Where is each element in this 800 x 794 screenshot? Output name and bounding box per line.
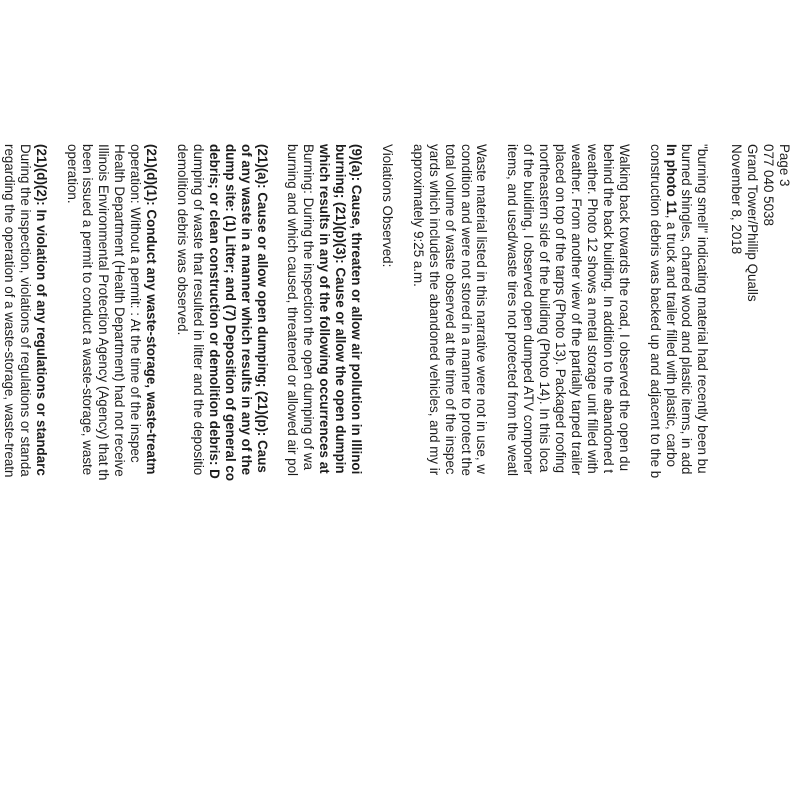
text-fragment: , a truck and trailer filled with plastic, carbo	[663, 214, 679, 467]
text-line: items, and used/waste tires not protected from the weatl	[505, 144, 521, 476]
text-line: "burning smell" indicating material had recently been bu	[695, 144, 711, 474]
text-line: construction debris was backed up and adjacent to the b	[647, 144, 663, 479]
text-line: operation.	[64, 144, 80, 204]
text-line: behind the back building. In addition to the abandoned t	[600, 144, 616, 474]
text-line: Walking back towards the road, I observed the open du	[616, 144, 632, 472]
page-number: Page 3	[777, 144, 792, 187]
text-line: placed on top of the tarps (Photo 13). Packaged roofing	[553, 144, 569, 474]
text-line: which results in any of the following occurrences at	[317, 144, 333, 474]
text-line: Burning: During the inspection the open dumping of wa	[301, 144, 317, 471]
text-line: total volume of waste observed at the time of the inspec	[442, 144, 458, 475]
text-line: debris; or clean construction or demolition debris: D	[206, 144, 222, 479]
text-line: northeastern side of the building (Photo 14). In this loca	[537, 144, 553, 473]
narrative-paragraph-1	[647, 144, 711, 794]
violation-block-open-dumping	[174, 144, 269, 794]
scanned-document-page	[1, 144, 792, 794]
text-line: condition and were not stored in a manner to protect the	[458, 144, 474, 476]
text-line: During the inspection, violations of regulations or standa	[17, 144, 33, 477]
text-line: Illinois Environmental Protection Agency (Agency) that th	[96, 144, 112, 481]
text-line: burned shingles, charred wood and plastic items, in add	[679, 144, 695, 475]
text-line: Health Department (Health Department) had not receive	[112, 144, 128, 477]
violation-block-air-pollution	[285, 144, 365, 794]
page-header	[728, 144, 792, 794]
text-line: demolition debris was observed.	[175, 144, 190, 336]
text-line: weather. Photo 12 shows a metal storage unit filled with	[584, 144, 600, 474]
report-date: November 8, 2018	[729, 144, 745, 255]
text-line: of any waste in a manner which results in any of the	[238, 144, 254, 476]
photo-ref: In photo 11	[663, 144, 679, 215]
text-line: dumping of waste that resulted in litter and the depositio	[190, 144, 206, 476]
text-line: (21)(d)(2): In violation of any regulations or standarc	[33, 144, 49, 476]
violations-heading: Violations Observed:	[379, 144, 395, 268]
text-line: burning; (21)(p)(3): Cause or allow the open dumpin	[333, 144, 349, 474]
text-line: been issued a permit to conduct a waste-storage, waste	[80, 144, 96, 476]
site-name: Grand Tower/Phillip Qualls	[745, 144, 761, 302]
text-line: weather. From another view of the partially tarped trailer	[569, 144, 585, 476]
violation-block-regulations	[1, 144, 49, 794]
text-line: operation: Without a permit: : At the time of the inspec	[128, 144, 144, 463]
text-line: (21)(d)(1): Conduct any waste-storage, waste-treatm	[144, 144, 160, 475]
text-line: of the building, I observed open dumped ATV componer	[521, 144, 537, 475]
text-line: (21)(a): Cause or allow open dumping; (21)(p): Caus	[254, 144, 270, 473]
text-line	[663, 144, 679, 794]
text-line: burning and which caused, threatened or allowed air pol	[285, 144, 301, 477]
text-line: (9)(a): Cause, threaten or allow air pollution in Illinoi	[349, 144, 365, 475]
narrative-paragraph-2	[505, 144, 632, 794]
text-line: yards which includes the abandoned vehicles, and my ir	[426, 144, 442, 476]
text-line: Waste material listed in this narrative were not in use, w	[474, 144, 490, 474]
narrative-paragraph-3	[410, 144, 490, 794]
violation-block-permit	[64, 144, 159, 794]
text-line: approximately 9:25 a.m.	[410, 144, 426, 287]
text-line: dump site: (1) Litter; and (7) Deposition of general co	[222, 144, 238, 482]
text-line: regarding the operation of a waste-storage, waste-treatn	[1, 144, 17, 478]
case-id: 077 040 5038	[761, 144, 777, 226]
